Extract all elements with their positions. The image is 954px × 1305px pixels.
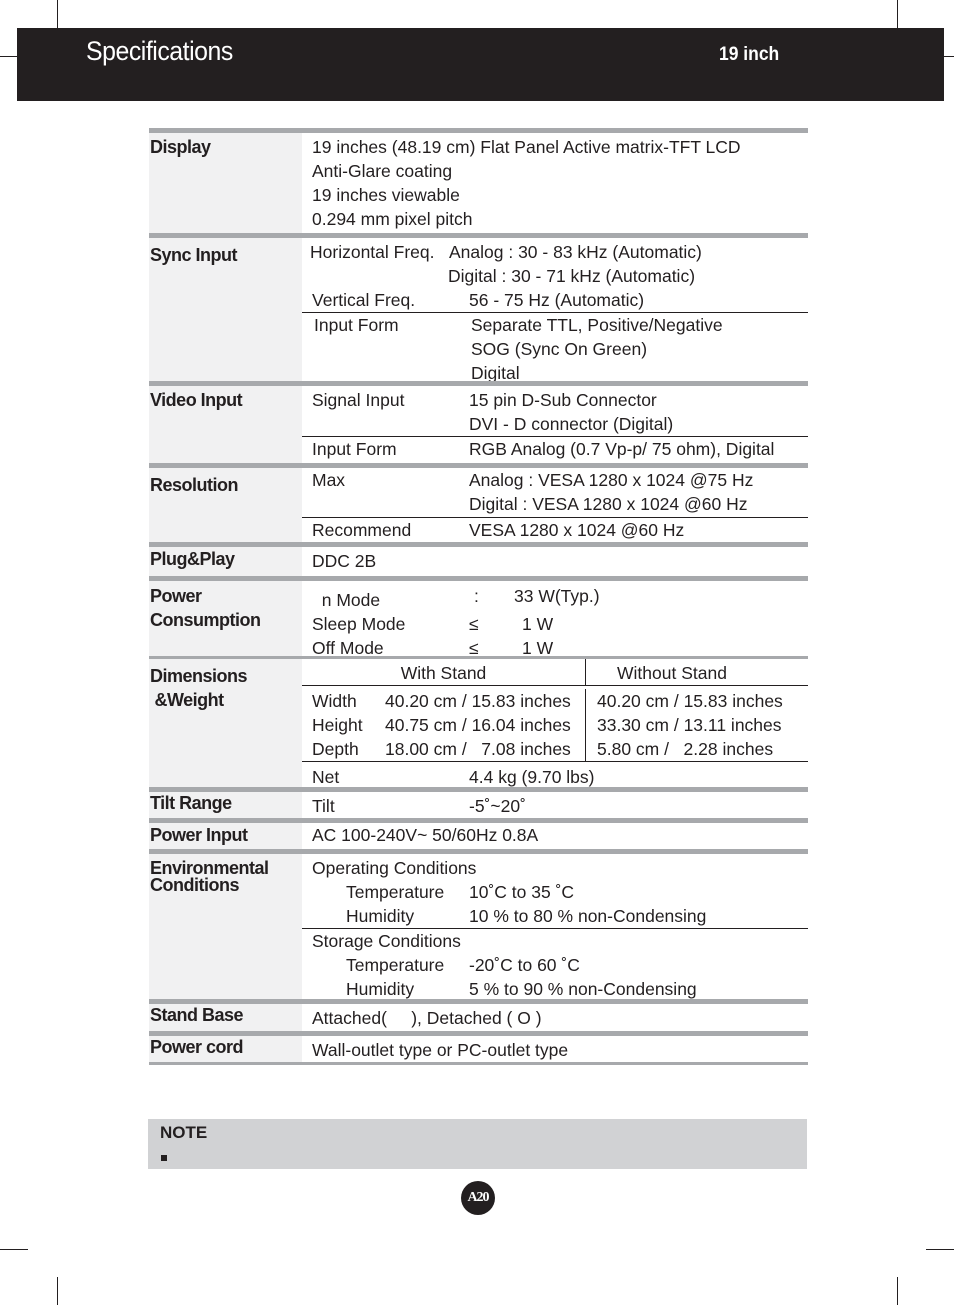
signal-input-value: 15 pin D-Sub Connector [469, 390, 657, 410]
video-input-form-key: Input Form [312, 439, 397, 459]
label-power: Power [150, 586, 202, 606]
max-res-key: Max [312, 470, 346, 490]
st-hum-key: Humidity [346, 979, 415, 999]
power-mode-value: 33 W(Typ.) [514, 586, 600, 606]
h-freq-key: Horizontal Freq. [310, 242, 435, 262]
note-title: NOTE [160, 1123, 208, 1142]
net-weight-key: Net [312, 767, 340, 787]
pnp-value: DDC 2B [312, 551, 377, 571]
label-conditions: Conditions [150, 875, 239, 895]
v-freq-key: Vertical Freq. [312, 290, 416, 310]
tilt-value: -5˚~20˚ [469, 796, 526, 816]
row-tilt-range [149, 787, 808, 818]
dim-with-value: 18.00 cm / 7.08 inches [385, 739, 571, 759]
crop-mark [897, 0, 898, 28]
video-input-form-value: RGB Analog (0.7 Vp-p/ 75 ohm), Digital [469, 439, 775, 459]
op-temp-key: Temperature [346, 882, 445, 902]
dim-with-value: 40.20 cm / 15.83 inches [385, 691, 571, 711]
label-video-input: Video Input [149, 386, 302, 463]
label-tilt-range: Tilt Range [149, 792, 302, 818]
max-res-value: Digital : VESA 1280 x 1024 @60 Hz [469, 494, 748, 514]
page-title: Specifications [86, 36, 233, 66]
recommend-res-value: VESA 1280 x 1024 @60 Hz [469, 520, 685, 540]
dim-key: Width [312, 691, 357, 711]
h-freq-analog: Analog : 30 - 83 kHz (Automatic) [449, 242, 702, 262]
storage-conditions-title: Storage Conditions [312, 931, 461, 951]
row-environmental [149, 849, 808, 999]
spec-table [149, 128, 808, 1065]
st-temp-key: Temperature [346, 955, 445, 975]
label-power-cord: Power cord [149, 1036, 302, 1062]
label-display: Display [149, 133, 302, 233]
crop-mark [944, 56, 954, 57]
sync-input-form-key: Input Form [314, 315, 399, 335]
power-mode-key: Sleep Mode [312, 614, 406, 634]
row-display [149, 128, 808, 233]
dim-without-value: 40.20 cm / 15.83 inches [597, 691, 783, 711]
st-hum-value: 5 % to 90 % non-Condensing [469, 979, 697, 999]
display-line: 0.294 mm pixel pitch [312, 209, 473, 229]
power-mode-op: ≤ [469, 614, 479, 634]
op-hum-key: Humidity [346, 906, 415, 926]
square-bullet-icon [161, 1155, 167, 1161]
power-input-value: AC 100-240V~ 50/60Hz 0.8A [312, 825, 539, 845]
label-power-input: Power Input [149, 823, 302, 849]
label-consumption: Consumption [150, 610, 261, 630]
signal-input-key: Signal Input [312, 390, 405, 410]
net-weight-value: 4.4 kg (9.70 lbs) [469, 767, 595, 787]
row-power-consumption [149, 576, 808, 656]
power-mode-value: 1 W [522, 614, 554, 634]
max-res-value: Analog : VESA 1280 x 1024 @75 Hz [469, 470, 754, 490]
sync-input-form-value: SOG (Sync On Green) [471, 339, 648, 359]
sync-input-form-value: Digital [471, 363, 520, 383]
label-dimensions: Dimensions [150, 666, 248, 686]
row-dimensions [149, 656, 808, 787]
row-video-input [149, 381, 808, 463]
dim-without-value: 33.30 cm / 13.11 inches [597, 715, 782, 735]
power-cord-value: Wall-outlet type or PC-outlet type [312, 1040, 569, 1060]
model-size: 19 inch [719, 44, 780, 65]
note-box [148, 1119, 807, 1169]
display-line: 19 inches (48.19 cm) Flat Panel Active matrix-TFT LCD [312, 137, 741, 157]
signal-input-value: DVI - D connector (Digital) [469, 414, 674, 434]
row-power-cord [149, 1031, 808, 1065]
crop-mark [57, 0, 58, 28]
recommend-res-key: Recommend [312, 520, 412, 540]
h-freq-digital: Digital : 30 - 71 kHz (Automatic) [448, 266, 696, 286]
crop-mark [0, 1249, 28, 1250]
power-mode-key: Off Mode [312, 638, 384, 658]
row-resolution [149, 463, 808, 542]
label-weight: &Weight [150, 690, 224, 710]
row-sync-input [149, 233, 808, 381]
power-mode-key: n Mode [312, 590, 381, 610]
without-stand-header: Without Stand [617, 663, 727, 683]
crop-mark [57, 1277, 58, 1305]
tilt-key: Tilt [312, 796, 335, 816]
label-stand-base: Stand Base [149, 1004, 302, 1031]
op-temp-value: 10˚C to 35 ˚C [469, 882, 575, 902]
op-hum-value: 10 % to 80 % non-Condensing [469, 906, 707, 926]
v-freq-value: 56 - 75 Hz (Automatic) [469, 290, 645, 310]
crop-mark [897, 1277, 898, 1305]
st-temp-value: -20˚C to 60 ˚C [469, 955, 580, 975]
crop-mark [926, 1249, 954, 1250]
dim-with-value: 40.75 cm / 16.04 inches [385, 715, 571, 735]
page-number-badge: A20 [461, 1181, 495, 1215]
dim-without-value: 5.80 cm / 2.28 inches [597, 739, 774, 759]
label-resolution: Resolution [149, 468, 302, 542]
crop-mark [0, 56, 17, 57]
display-line: Anti-Glare coating [312, 161, 453, 181]
stand-base-value: Attached( ), Detached ( O ) [312, 1008, 542, 1028]
operating-conditions-title: Operating Conditions [312, 858, 477, 878]
dim-key: Height [312, 715, 363, 735]
power-mode-op: ≤ [469, 638, 479, 658]
row-stand-base [149, 999, 808, 1031]
with-stand-header: With Stand [302, 659, 586, 685]
row-plug-and-play [149, 542, 808, 576]
dim-key: Depth [312, 739, 359, 759]
row-power-input [149, 818, 808, 849]
power-mode-value: 1 W [522, 638, 554, 658]
label-environmental: Environmental [150, 858, 269, 878]
label-sync-input: Sync Input [149, 238, 302, 381]
power-mode-op: : [474, 586, 479, 606]
label-plug-and-play: Plug&Play [149, 547, 302, 576]
sync-input-form-value: Separate TTL, Positive/Negative [471, 315, 723, 335]
display-line: 19 inches viewable [312, 185, 460, 205]
